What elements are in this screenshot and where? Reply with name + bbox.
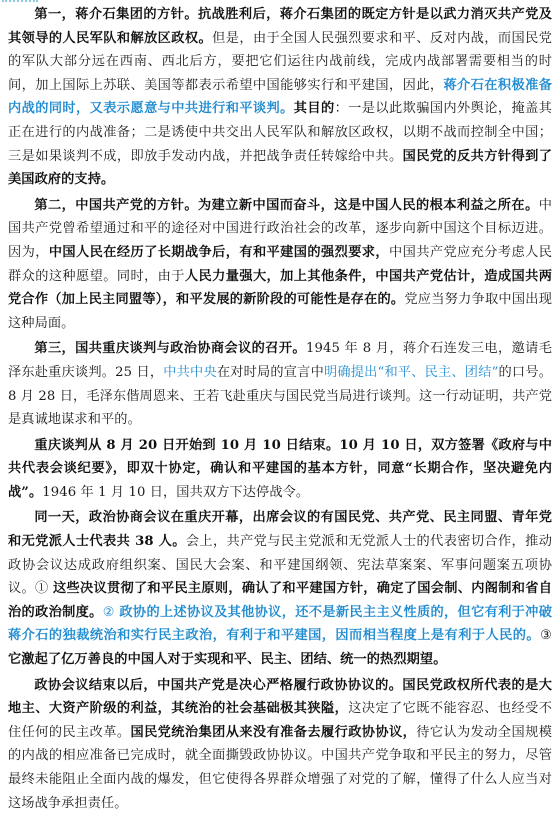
bold-text: 国民党统治集团从来没有准备去履行政协协议， — [130, 724, 417, 740]
bold-text: 这些决议贯彻了和平民主原则，确认了和平建国方针，确定了国会制、内阁制和省自治的政治制度。 — [8, 581, 553, 620]
document-body — [8, 3, 552, 815]
bold-text: 同一天，政治协商会议在重庆开幕，出席会议的有国民党、共产党、民主同盟、青年党和无党派人士代表共 38 人。 — [8, 510, 552, 550]
paragraph — [8, 434, 552, 505]
text-run: ③ — [540, 628, 552, 644]
highlighted-text: 中共中央 — [163, 364, 217, 380]
bold-text: 第三，国共重庆谈判与政治协商会议的召开。 — [34, 341, 306, 357]
decorative-dotted-mark — [2, 0, 38, 7]
highlighted-text: 蒋介石在积极准备内战的同时，又表示愿意与中共进行和平谈判。 — [8, 77, 552, 117]
text-run: 中国共产党曾希望通过和平的途径对中国进行政治社会的改革，逐步向新中国这个目标迈进。因为， — [8, 197, 552, 260]
bold-text: 第一，蒋介石集团的方针。抗战胜利后，蒋介石集团的既定方针是以武力消灭共产党及其领导的人民军队和解放区政权。 — [8, 7, 552, 46]
bold-text: 它激起了亿万善良的中国人对于实现和平、民主、团结、统一的热烈期望。 — [8, 652, 447, 668]
paragraph — [8, 506, 552, 671]
text-run: 的口号。8 月 28 日，毛泽东偕周恩来、王若飞赴重庆与国民党当局进行谈判。这一行动证明，共产党是真诚地谋求和平的。 — [8, 364, 552, 428]
highlighted-text: ② — [102, 604, 120, 620]
text-run: 待它认为发动全国规模的内战的相应准备已完成时，就全面撕毁政协协议。中国共产党争取和平民主的努力，尽管最终未能阻止全面内战的爆发，但它使得各界群众增强了对党的了解，懂得了什么人应当对这场战争承担责任。 — [8, 724, 552, 811]
text-run: 1945 年 8 月，蒋介石连发三电，邀请毛泽东赴重庆谈判。25 日， — [8, 341, 553, 380]
highlighted-text: 明确提出“和平、民主、团结” — [323, 364, 499, 380]
bold-text: 中国人民在经历了长期战争后，有和平建国的强烈要求， — [48, 244, 390, 260]
text-run: 这决定了它既不能容忍、也经受不住任何的民主改革。 — [8, 701, 553, 740]
paragraph — [8, 337, 552, 431]
bold-text: 第二，中国共产党的方针。为建立新中国而奋斗，这是中国人民的根本利益之所在。 — [34, 197, 539, 213]
paragraph — [8, 3, 552, 192]
text-run: 中国共产党应充分考虑人民群众的这种愿望。同时，由于 — [8, 244, 552, 284]
text-run: ：一是以此欺骗国内外舆论，掩盖其正在进行的内战准备；二是诱使中共交出人民军队和解放区政权，以期不战而控制全中国；三是如果谈判不成，即放手发动内战，并把战争责任转嫁给中共。 — [8, 101, 552, 164]
bold-text: 其目的 — [293, 101, 335, 117]
bold-text: 人民力量强大，加上其他条件，中国共产党估计，造成国共两党合作（加上民主同盟等），和平发展的新阶段的可能性是存在的。 — [8, 268, 552, 308]
text-run: 但是，由于全国人民强烈要求和平、反对内战，而国民党的军队大部分远在西南、西北后方，要把它们运往内战前线，完成内战部署需要相当的时间，加上国际上苏联、美国等都表示希望中国能够实行和平建国，因此， — [8, 30, 553, 93]
highlighted-text: 政协的上述协议及其他协议，还不是新民主主义性质的，但它有利于冲破蒋介石的独裁统治和实行民主政治，有利于和平建国，因而相当程度上是有利于人民的。 — [8, 604, 552, 644]
text-run: 党应当努力争取中国出现这种局面。 — [8, 292, 552, 331]
paragraph — [8, 194, 552, 336]
bold-text: 重庆谈判从 8 月 20 日开始到 10 月 10 日结束。10 月 10 日，双方签署《政府与中共代表会谈纪要》，即双十协定，确认和平建国的基本方针，同意“长期合作，坚决避免内战”。 — [8, 437, 552, 500]
text-run: 会上，共产党与民主党派和无党派人士的代表密切合作，推动政协会议达成政府组织案、国民大会案、和平建国纲领、宪法草案案、军事问题案五项协议。① — [8, 534, 552, 597]
bold-text: 政协会议结束以后，中国共产党是决心严格履行政协协议的。国民党政权所代表的是大地主、大资产阶级的利益，其统治的社会基础极其狭隘， — [8, 677, 552, 717]
text-run: 在对时局的宣言中 — [216, 364, 324, 380]
bold-text: 国民党的反共方针得到了美国政府的支持。 — [8, 148, 552, 188]
text-run: 1946 年 1 月 10 日，国共双方下达停战令。 — [42, 484, 310, 500]
paragraph — [8, 674, 552, 815]
